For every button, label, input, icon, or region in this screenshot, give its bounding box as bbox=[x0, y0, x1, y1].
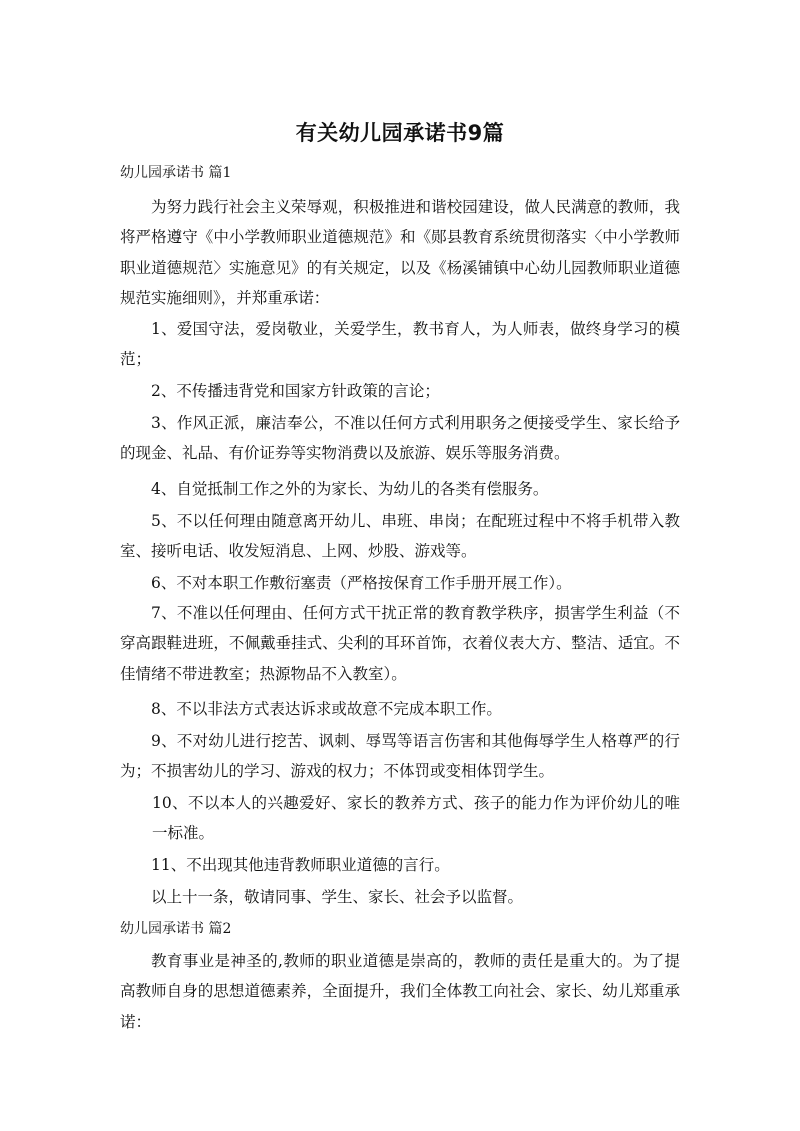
paragraph-section2-intro: 教育事业是神圣的,教师的职业道德是崇高的，教师的责任是重大的。为了提高教师自身的思想道德素养，全面提升，我们全体教工向社会、家长、幼儿郑重承诺： bbox=[120, 952, 680, 1031]
paragraph-item-5: 5、不以任何理由随意离开幼儿、串班、串岗；在配班过程中不将手机带入教室、接听电话、收发短消息、上网、炒股、游戏等。 bbox=[120, 512, 680, 561]
paragraph-item-10: 10、不以本人的兴趣爱好、家长的教养方式、孩子的能力作为评价幼儿的唯一标准。 bbox=[152, 794, 680, 843]
section-heading-2: 幼儿园承诺书 篇2 bbox=[120, 921, 232, 937]
paragraph-item-3: 3、作风正派，廉洁奉公，不准以任何方式利用职务之便接受学生、家长给予的现金、礼品、有价证券等实物消费以及旅游、娱乐等服务消费。 bbox=[120, 414, 680, 463]
paragraph-item-7: 7、不准以任何理由、任何方式干扰正常的教育教学秩序，损害学生利益（不穿高跟鞋进班，不佩戴垂挂式、尖利的耳环首饰，衣着仪表大方、整洁、适宜。不佳情绪不带进教室；热源物品不入教室）。 bbox=[120, 604, 680, 683]
document-title: 有关幼儿园承诺书9篇 bbox=[295, 121, 505, 145]
paragraph-item-6: 6、不对本职工作敷衍塞责（严格按保育工作手册开展工作）。 bbox=[151, 574, 572, 592]
paragraph-item-11: 11、不出现其他违背教师职业道德的言行。 bbox=[151, 856, 450, 874]
paragraph-intro: 为努力践行社会主义荣辱观，积极推进和谐校园建设，做人民满意的教师，我将严格遵守《中小学教师职业道德规范》和《郧县教育系统贯彻落实〈中小学教师职业道德规范〉实施意见》的有关规定，以及《杨溪铺镇中心幼儿园教师职业道德规范实施细则》，并郑重承诺： bbox=[120, 198, 680, 308]
paragraph-item-4: 4、自觉抵制工作之外的为家长、为幼儿的各类有偿服务。 bbox=[151, 480, 549, 498]
paragraph-closing: 以上十一条，敬请同事、学生、家长、社会予以监督。 bbox=[151, 888, 524, 906]
paragraph-item-1: 1、爱国守法，爱岗敬业，关爱学生，教书育人，为人师表，做终身学习的模范； bbox=[120, 320, 680, 369]
section-heading-1: 幼儿园承诺书 篇1 bbox=[120, 165, 232, 181]
paragraph-item-8: 8、不以非法方式表达诉求或故意不完成本职工作。 bbox=[151, 700, 502, 718]
paragraph-item-2: 2、不传播违背党和国家方针政策的言论； bbox=[151, 382, 440, 400]
paragraph-item-9: 9、不对幼儿进行挖苦、讽刺、辱骂等语言伤害和其他侮辱学生人格尊严的行为；不损害幼儿的学习、游戏的权力；不体罚或变相体罚学生。 bbox=[120, 732, 680, 781]
